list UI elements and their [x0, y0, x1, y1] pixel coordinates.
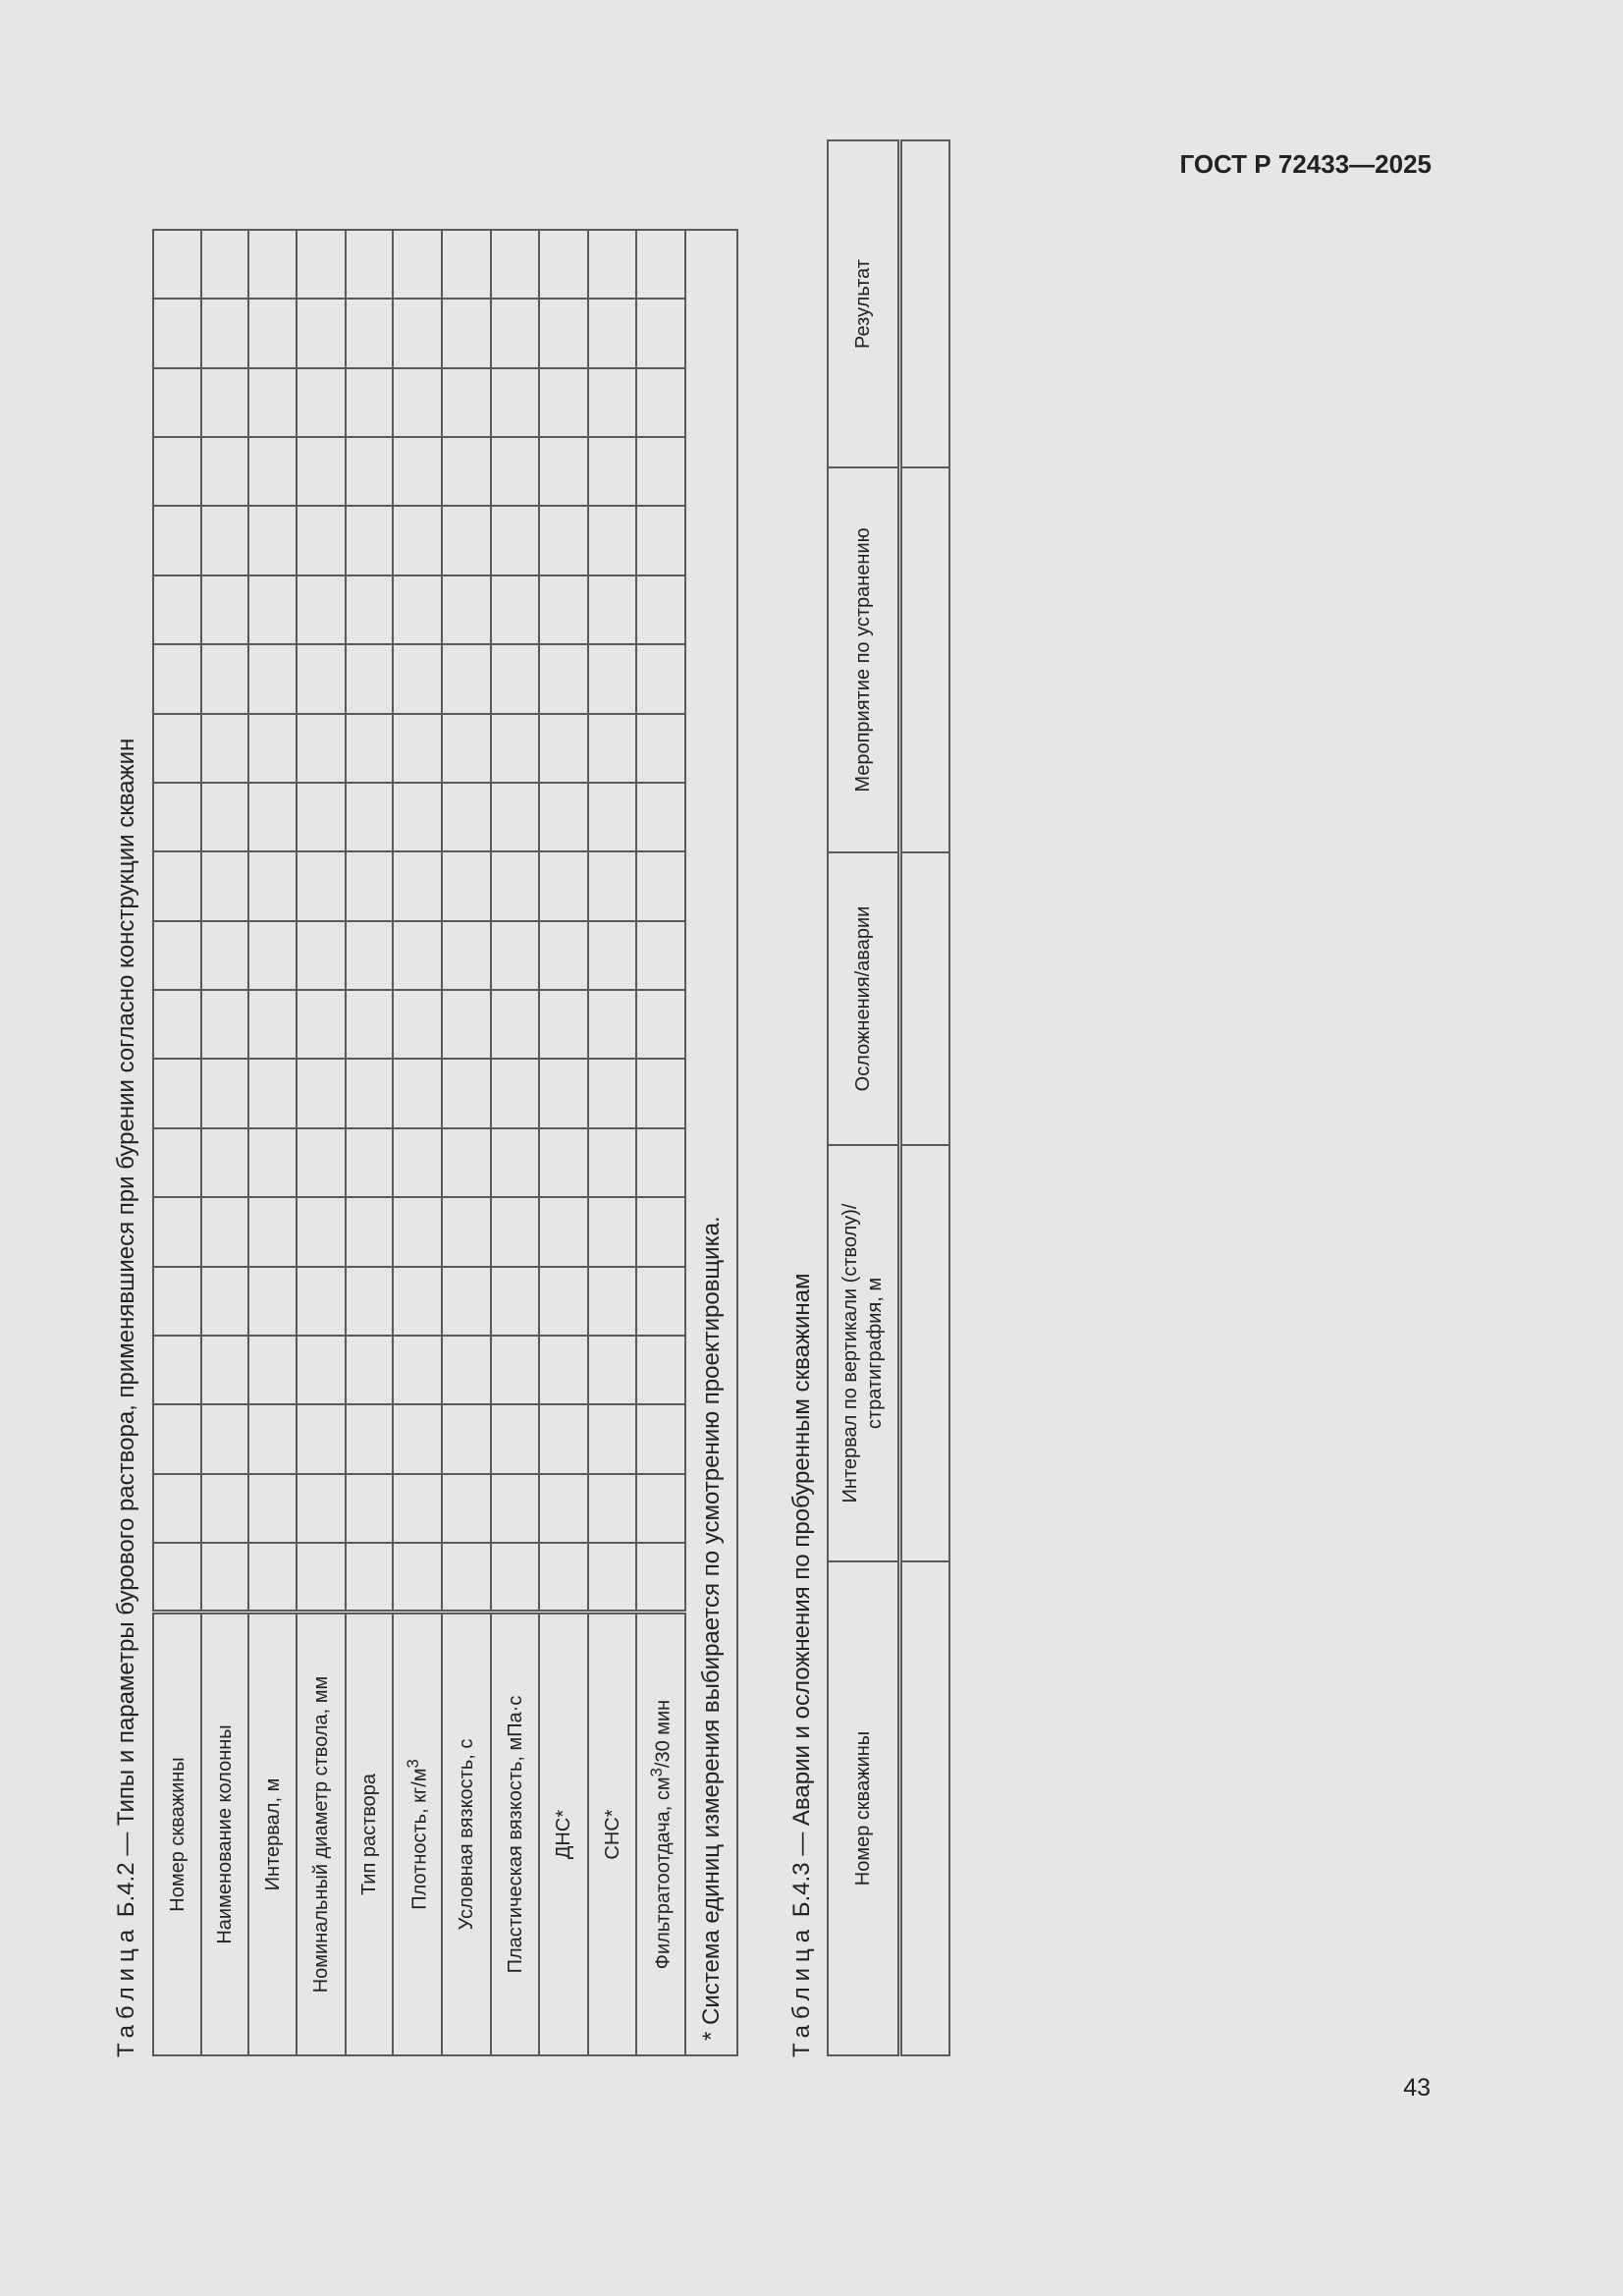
caption-label: Таблица [788, 1923, 815, 2057]
row-label-plastic-viscosity: Пластическая вязкость, мПа·с [491, 1613, 539, 2056]
table-cell [900, 852, 949, 1145]
row-label-casing-name: Наименование колонны [201, 1613, 248, 2056]
row-label-yield-point: ДНС* [539, 1613, 588, 2056]
col-result: Результат [828, 140, 900, 467]
row-label-bore-diameter: Номинальный диаметр ствола, мм [297, 1613, 346, 2056]
row-label-fluid-loss: Фильтратоотдача, $см^3/30$ мин [636, 1613, 685, 2056]
row-label-funnel-viscosity: Условная вязкость, с [442, 1613, 491, 2056]
caption-text: Б.4.3 — Аварии и осложнения по пробуренным скважинам [788, 1273, 815, 1918]
row-label-density: Плотность, $кг/м^3$ [393, 1613, 442, 2056]
row-label-gel-strength: СНС* [588, 1613, 636, 2056]
table-b43-caption [788, 1274, 816, 2057]
row-label-mud-type: Тип раствора [346, 1613, 393, 2056]
col-complications: Осложнения/аварии [828, 852, 900, 1145]
table-cell [900, 467, 949, 852]
table-b42-caption [113, 738, 140, 2057]
col-well-number: Номер скважины [828, 1561, 900, 2055]
table-b42 [152, 229, 738, 2056]
col-remedial-action: Мероприятие по устранению [828, 467, 900, 852]
table-b43 [827, 139, 950, 2056]
caption-text: Б.4.2 — Типы и параметры бурового раствора, применявшиеся при бурении согласно конструкции скважин [113, 738, 139, 1918]
row-label-interval: Интервал, м [248, 1613, 297, 2056]
caption-label: Таблица [113, 1923, 139, 2057]
standard-number: ГОСТ Р 72433—2025 [1179, 149, 1432, 179]
col-interval-stratigraphy: Интервал по вертикали (стволу)/ стратиграфия, м [828, 1145, 900, 1561]
page-number: 43 [1403, 2074, 1431, 2102]
table-cell [900, 140, 949, 467]
table-cell [900, 1561, 949, 2055]
table-cell [900, 1145, 949, 1561]
row-label-well-number: Номер скважины [153, 1613, 201, 2056]
table-b42-footnote: * Система единиц измерения выбирается по усмотрению проектировщика. [685, 230, 737, 2055]
